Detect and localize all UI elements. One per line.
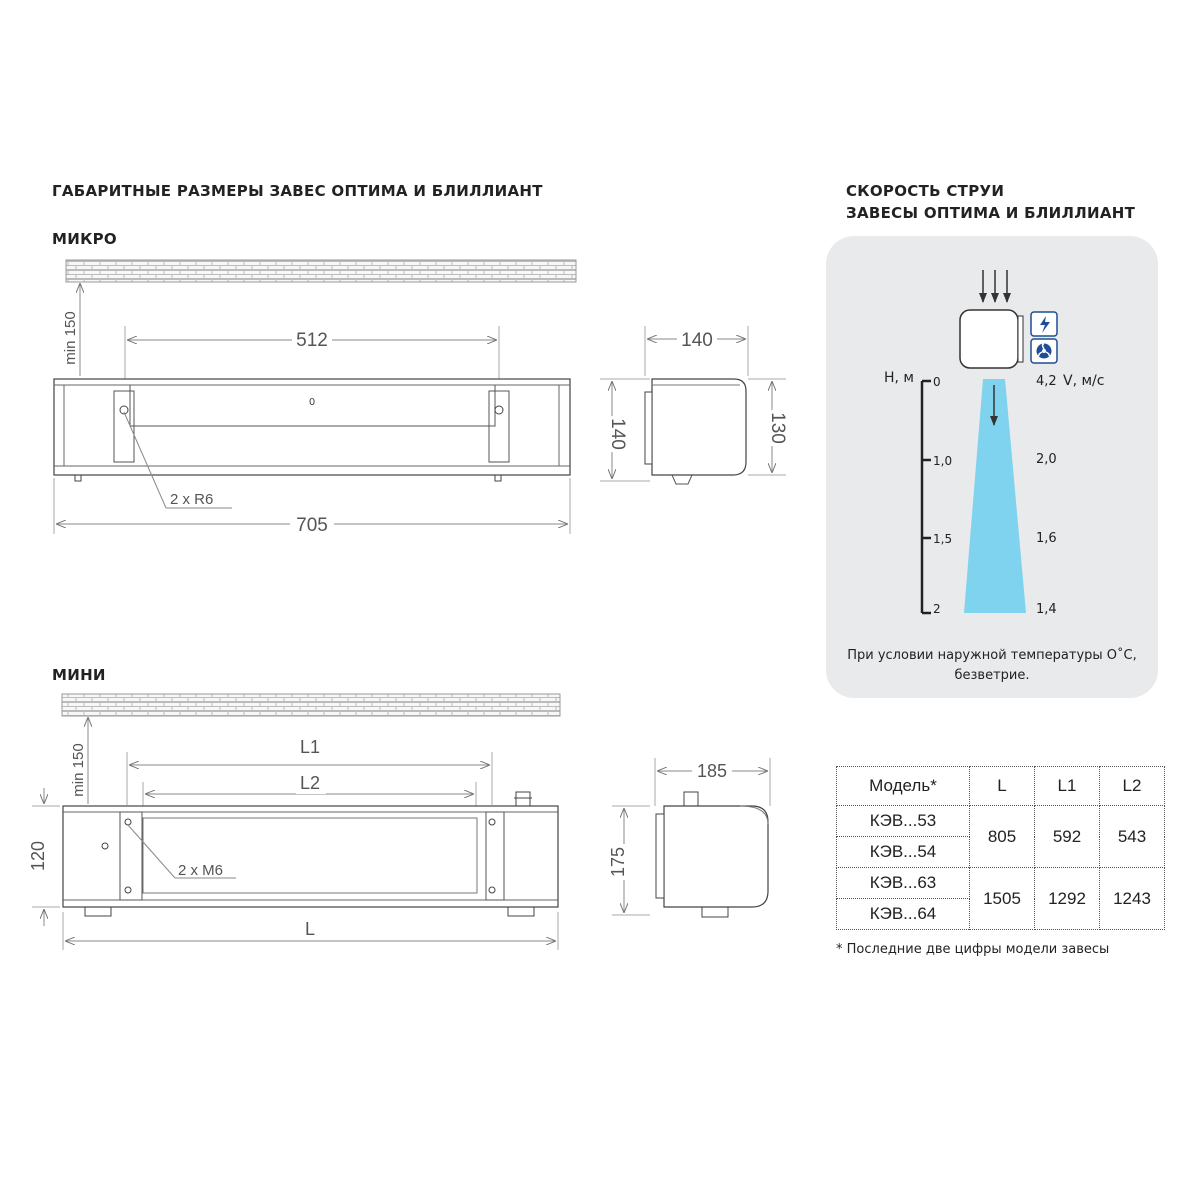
model-cell: КЭВ...63 bbox=[837, 868, 970, 899]
speed-0: 4,2 bbox=[1036, 374, 1057, 389]
height-3: 2 bbox=[933, 602, 941, 616]
mini-label: МИНИ bbox=[52, 666, 106, 684]
model-cell: КЭВ...53 bbox=[837, 806, 970, 837]
speed-2: 1,6 bbox=[1036, 531, 1057, 546]
mini-length-text: L bbox=[304, 919, 316, 939]
fan-icon bbox=[1031, 339, 1057, 363]
table-header-row bbox=[837, 767, 1165, 806]
micro-side-depth-text: 140 bbox=[681, 330, 713, 351]
mini-side-height-text: 175 bbox=[608, 846, 628, 878]
table-footnote: * Последние две цифры модели завесы bbox=[836, 942, 1110, 957]
l-cell: 1505 bbox=[970, 868, 1035, 930]
l2-cell: 1243 bbox=[1100, 868, 1165, 930]
mini-l1-text: L1 bbox=[299, 737, 321, 757]
header-l1: L1 bbox=[1035, 767, 1100, 806]
velocity-title-line2: ЗАВЕСЫ ОПТИМА И БЛИЛЛИАНТ bbox=[846, 204, 1136, 222]
model-cell: КЭВ...64 bbox=[837, 899, 970, 930]
height-2: 1,5 bbox=[933, 532, 953, 546]
l1-cell: 592 bbox=[1035, 806, 1100, 868]
micro-512-text: 512 bbox=[296, 330, 328, 351]
micro-clearance-text: min 150 bbox=[62, 311, 79, 365]
header-l2: L2 bbox=[1100, 767, 1165, 806]
curtain-unit-icon bbox=[960, 310, 1018, 368]
condition-line1: При условии наружной температуры О˚С, bbox=[847, 648, 1137, 663]
h-axis-label: Н, м bbox=[884, 370, 914, 386]
condition-line2: безветрие. bbox=[954, 668, 1030, 683]
lightning-icon bbox=[1031, 312, 1057, 336]
height-1: 1,0 bbox=[933, 454, 953, 468]
height-0: 0 bbox=[933, 375, 941, 389]
mini-l2-text: L2 bbox=[299, 773, 321, 793]
header-model: Модель* bbox=[837, 767, 970, 806]
mini-clearance-text: min 150 bbox=[70, 743, 87, 797]
mini-side-depth-text: 185 bbox=[696, 761, 728, 781]
velocity-title-line1: СКОРОСТЬ СТРУИ bbox=[846, 182, 1005, 200]
condition-note bbox=[826, 646, 1158, 686]
l2-cell: 543 bbox=[1100, 806, 1165, 868]
micro-center-mark: 0 bbox=[308, 397, 316, 408]
speed-3: 1,4 bbox=[1036, 602, 1057, 617]
air-jet bbox=[964, 379, 1026, 613]
table-row bbox=[837, 806, 1165, 837]
l-cell: 805 bbox=[970, 806, 1035, 868]
v-axis-label: V, м/с bbox=[1063, 373, 1105, 389]
mini-height-text: 120 bbox=[28, 840, 48, 872]
micro-holes-text: 2 x R6 bbox=[170, 491, 214, 508]
table-row bbox=[837, 868, 1165, 899]
page-title: ГАБАРИТНЫЕ РАЗМЕРЫ ЗАВЕС ОПТИМА И БЛИЛЛИАНТ bbox=[52, 182, 543, 200]
model-cell: КЭВ...54 bbox=[837, 837, 970, 868]
micro-label: МИКРО bbox=[52, 230, 117, 248]
l1-cell: 1292 bbox=[1035, 868, 1100, 930]
mini-holes-text: 2 x M6 bbox=[178, 862, 224, 879]
model-dimensions-table bbox=[836, 766, 1165, 930]
micro-side-height-left: 140 bbox=[607, 418, 628, 450]
speed-1: 2,0 bbox=[1036, 452, 1057, 467]
header-l: L bbox=[970, 767, 1035, 806]
micro-side-height-right: 130 bbox=[767, 412, 788, 444]
micro-705-text: 705 bbox=[296, 515, 328, 536]
